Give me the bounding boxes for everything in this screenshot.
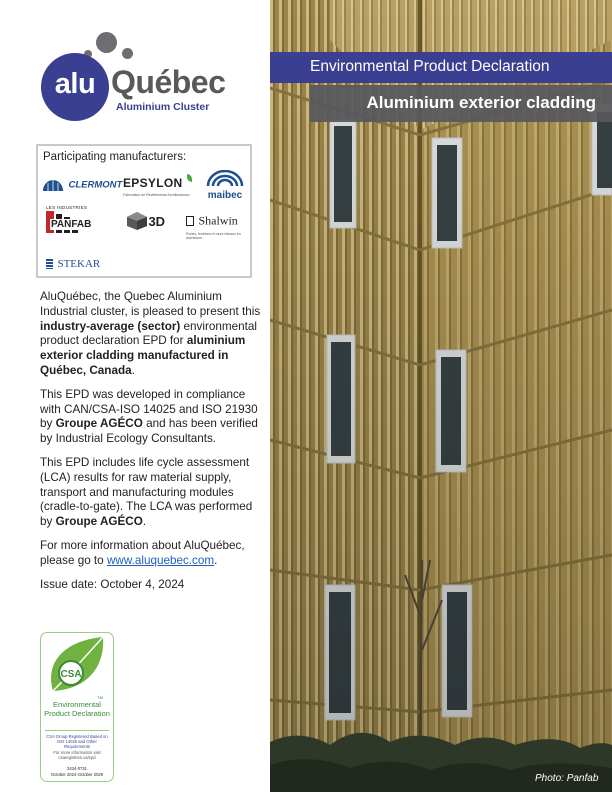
paragraph-more-info: For more information about AluQuébec, please go to www.aluquebec.com. <box>40 538 245 567</box>
shalwin-logo <box>186 212 250 240</box>
maibec-text: maibec <box>207 190 243 201</box>
logo-quebec: Québec <box>111 64 226 100</box>
csa-visit-text: For more information visit csaregistries.ca/epd <box>53 750 101 761</box>
maibec-logo <box>201 170 249 201</box>
aluquebec-logo <box>38 30 248 120</box>
logo-alu: alu <box>54 68 96 100</box>
manufacturers-title: Participating manufacturers: <box>43 151 187 163</box>
panfab-text: PANFAB <box>51 219 92 230</box>
paragraph-lca: This EPD includes life cycle assessment (LCA) results for raw material supply, transport and manufacturing modules (cradle-to-gate). The LCA was performed by Groupe AGÉCO. <box>40 455 253 529</box>
issue-date: Issue date: October 4, 2024 <box>40 577 185 591</box>
threed-logo <box>126 211 165 231</box>
csa-validity: October 2024-October 2029 <box>50 772 104 777</box>
clermont-logo <box>42 176 122 194</box>
csa-number: 3434-0731 <box>66 766 88 771</box>
epd-banner-text: Environmental Product Declaration <box>310 58 550 75</box>
csa-leaf-icon <box>41 633 113 695</box>
panfab-logo <box>46 205 96 233</box>
csa-label: Environmental Product Declaration <box>44 700 110 718</box>
stekar-logo <box>46 255 100 273</box>
csa-badge-top <box>41 633 113 731</box>
shalwin-tagline: Portes, fenêtres et murs rideaux en aluminium <box>186 232 241 241</box>
stekar-mark-icon <box>46 259 53 269</box>
epsylon-text: EPSYLON <box>123 176 183 190</box>
stekar-text: STEKAR <box>57 257 101 270</box>
clermont-mark-icon <box>42 178 64 192</box>
photo-credit: Photo: Panfab <box>535 773 599 784</box>
threed-cube-icon <box>126 211 148 231</box>
logo-dot-small <box>122 48 133 59</box>
csa-epd-badge <box>40 632 114 782</box>
csa-registered-text: CSA Group Registered Based on ISO 14025 and Other Requirements <box>46 734 108 750</box>
paragraph-intro: AluQuébec, the Quebec Aluminium Industrial cluster, is pleased to present this industry-average (sector) environmental product declaration EPD for aluminium exterior cladding manufactured in Québec, Canada. <box>40 290 261 377</box>
epsylon-tagline: Fabrication de Revêtements Architecturaux <box>123 193 190 197</box>
panfab-mark <box>46 211 96 233</box>
intro-text <box>40 290 264 601</box>
svg-text:CSA: CSA <box>60 669 82 680</box>
shalwin-mark-icon <box>186 216 194 226</box>
csa-tm: TM <box>97 695 103 700</box>
clermont-text: CLERMONT <box>68 179 123 191</box>
epsylon-leaf-icon <box>187 174 192 182</box>
epsylon-logo <box>123 174 193 197</box>
threed-text: 3D <box>148 213 166 229</box>
aluquebec-link[interactable]: www.aluquebec.com <box>106 553 215 567</box>
epd-banner <box>270 52 612 83</box>
shalwin-text: Shalwin <box>198 213 238 228</box>
maibec-arch-icon <box>206 170 244 187</box>
product-title: Aluminium exterior cladding <box>366 93 596 112</box>
product-banner <box>310 85 612 122</box>
csa-divider <box>45 730 109 731</box>
manufacturers-box <box>36 144 252 278</box>
logo-dot-large <box>96 32 117 53</box>
paragraph-compliance: This EPD was developed in compliance with CAN/CSA-ISO 14025 and ISO 21930 by Groupe AGÉCO and has been verified by Industrial Ecology Consultants. <box>40 387 258 446</box>
panfab-top-text: LES INDUSTRIES <box>46 205 88 210</box>
logo-subtitle: Aluminium Cluster <box>116 101 210 113</box>
